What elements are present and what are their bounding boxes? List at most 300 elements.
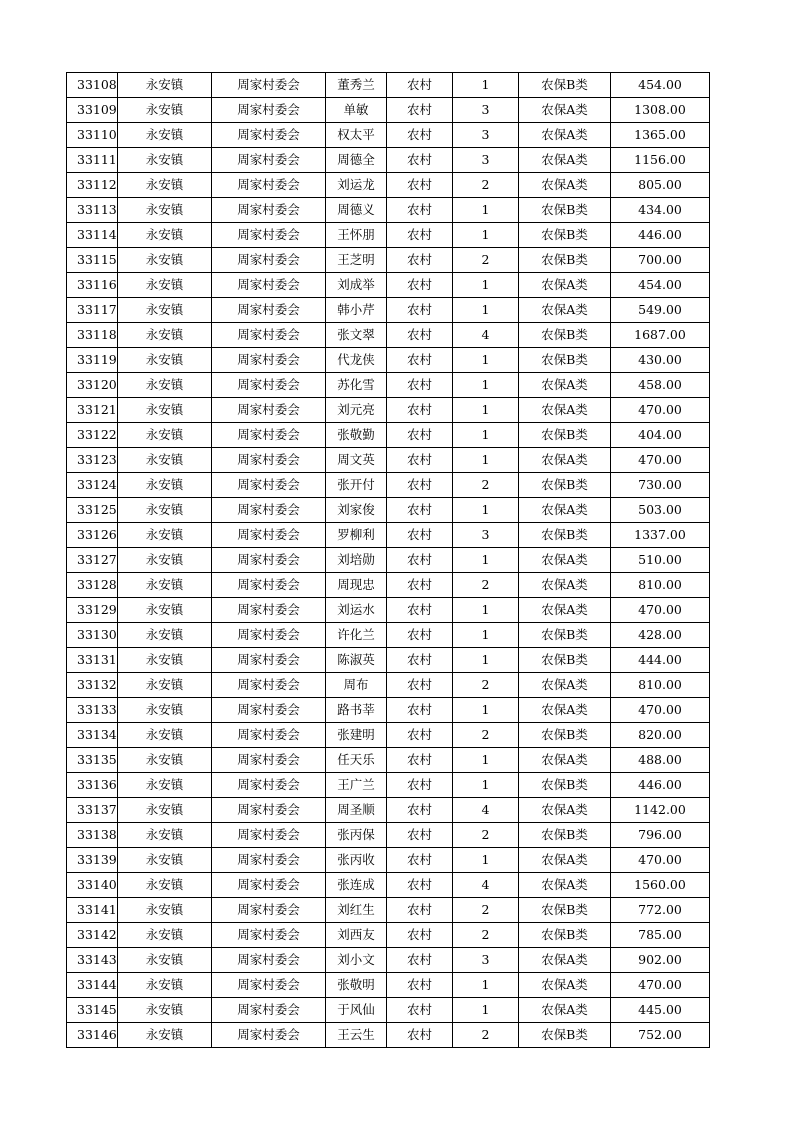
table-row	[67, 348, 710, 373]
household-count-cell: 4	[453, 873, 519, 898]
village-committee-cell: 周家村委会	[212, 123, 326, 148]
name-cell: 张丙收	[326, 848, 387, 873]
village-committee-cell: 周家村委会	[212, 748, 326, 773]
household-count-cell: 3	[453, 948, 519, 973]
name-cell: 韩小芹	[326, 298, 387, 323]
area-type-cell: 农村	[387, 923, 453, 948]
record-id-cell: 33115	[67, 248, 118, 273]
insurance-category-cell: 农保A类	[519, 573, 611, 598]
household-count-cell: 2	[453, 898, 519, 923]
name-cell: 王广兰	[326, 773, 387, 798]
town-cell: 永安镇	[118, 398, 212, 423]
household-count-cell: 1	[453, 298, 519, 323]
record-id-cell: 33112	[67, 173, 118, 198]
area-type-cell: 农村	[387, 523, 453, 548]
area-type-cell: 农村	[387, 623, 453, 648]
amount-cell: 1560.00	[611, 873, 710, 898]
amount-cell: 454.00	[611, 73, 710, 98]
insurance-category-cell: 农保B类	[519, 1023, 611, 1048]
name-cell: 张丙保	[326, 823, 387, 848]
town-cell: 永安镇	[118, 123, 212, 148]
table-row	[67, 798, 710, 823]
town-cell: 永安镇	[118, 823, 212, 848]
area-type-cell: 农村	[387, 548, 453, 573]
name-cell: 代龙侠	[326, 348, 387, 373]
area-type-cell: 农村	[387, 498, 453, 523]
amount-cell: 470.00	[611, 448, 710, 473]
town-cell: 永安镇	[118, 498, 212, 523]
household-count-cell: 1	[453, 198, 519, 223]
table-row	[67, 898, 710, 923]
household-count-cell: 1	[453, 373, 519, 398]
amount-cell: 820.00	[611, 723, 710, 748]
household-count-cell: 1	[453, 398, 519, 423]
area-type-cell: 农村	[387, 823, 453, 848]
name-cell: 刘培勋	[326, 548, 387, 573]
village-committee-cell: 周家村委会	[212, 648, 326, 673]
insurance-category-cell: 农保A类	[519, 698, 611, 723]
town-cell: 永安镇	[118, 948, 212, 973]
town-cell: 永安镇	[118, 98, 212, 123]
village-committee-cell: 周家村委会	[212, 548, 326, 573]
table-row	[67, 498, 710, 523]
household-count-cell: 1	[453, 448, 519, 473]
insurance-category-cell: 农保A类	[519, 398, 611, 423]
insurance-category-cell: 农保B类	[519, 773, 611, 798]
village-committee-cell: 周家村委会	[212, 973, 326, 998]
village-committee-cell: 周家村委会	[212, 773, 326, 798]
household-count-cell: 1	[453, 623, 519, 648]
area-type-cell: 农村	[387, 248, 453, 273]
town-cell: 永安镇	[118, 623, 212, 648]
village-committee-cell: 周家村委会	[212, 73, 326, 98]
table-row	[67, 73, 710, 98]
name-cell: 周德义	[326, 198, 387, 223]
village-committee-cell: 周家村委会	[212, 1023, 326, 1048]
household-count-cell: 2	[453, 823, 519, 848]
record-id-cell: 33134	[67, 723, 118, 748]
household-count-cell: 2	[453, 573, 519, 598]
table-row	[67, 548, 710, 573]
amount-cell: 510.00	[611, 548, 710, 573]
town-cell: 永安镇	[118, 648, 212, 673]
record-id-cell: 33119	[67, 348, 118, 373]
town-cell: 永安镇	[118, 348, 212, 373]
amount-cell: 454.00	[611, 273, 710, 298]
record-id-cell: 33108	[67, 73, 118, 98]
name-cell: 单敏	[326, 98, 387, 123]
table-row	[67, 773, 710, 798]
insurance-category-cell: 农保A类	[519, 598, 611, 623]
record-id-cell: 33130	[67, 623, 118, 648]
name-cell: 路书莘	[326, 698, 387, 723]
insurance-category-cell: 农保B类	[519, 248, 611, 273]
village-committee-cell: 周家村委会	[212, 998, 326, 1023]
village-committee-cell: 周家村委会	[212, 248, 326, 273]
record-id-cell: 33140	[67, 873, 118, 898]
town-cell: 永安镇	[118, 998, 212, 1023]
name-cell: 张敬勤	[326, 423, 387, 448]
household-count-cell: 2	[453, 923, 519, 948]
insurance-category-cell: 农保A类	[519, 123, 611, 148]
name-cell: 王芝明	[326, 248, 387, 273]
name-cell: 刘红生	[326, 898, 387, 923]
record-id-cell: 33141	[67, 898, 118, 923]
record-id-cell: 33126	[67, 523, 118, 548]
area-type-cell: 农村	[387, 98, 453, 123]
amount-cell: 470.00	[611, 973, 710, 998]
name-cell: 许化兰	[326, 623, 387, 648]
village-committee-cell: 周家村委会	[212, 898, 326, 923]
insurance-category-cell: 农保B类	[519, 898, 611, 923]
town-cell: 永安镇	[118, 898, 212, 923]
household-count-cell: 1	[453, 998, 519, 1023]
town-cell: 永安镇	[118, 698, 212, 723]
town-cell: 永安镇	[118, 798, 212, 823]
name-cell: 刘西友	[326, 923, 387, 948]
amount-cell: 428.00	[611, 623, 710, 648]
name-cell: 周文英	[326, 448, 387, 473]
village-committee-cell: 周家村委会	[212, 823, 326, 848]
village-committee-cell: 周家村委会	[212, 298, 326, 323]
town-cell: 永安镇	[118, 923, 212, 948]
household-count-cell: 1	[453, 548, 519, 573]
record-id-cell: 33142	[67, 923, 118, 948]
area-type-cell: 农村	[387, 573, 453, 598]
table-row	[67, 173, 710, 198]
insurance-category-cell: 农保A类	[519, 998, 611, 1023]
amount-cell: 1142.00	[611, 798, 710, 823]
name-cell: 刘家俊	[326, 498, 387, 523]
record-id-cell: 33131	[67, 648, 118, 673]
record-id-cell: 33117	[67, 298, 118, 323]
record-id-cell: 33129	[67, 598, 118, 623]
record-id-cell: 33145	[67, 998, 118, 1023]
town-cell: 永安镇	[118, 148, 212, 173]
village-committee-cell: 周家村委会	[212, 98, 326, 123]
table-row	[67, 998, 710, 1023]
insurance-category-cell: 农保B类	[519, 198, 611, 223]
area-type-cell: 农村	[387, 323, 453, 348]
record-id-cell: 33116	[67, 273, 118, 298]
table-row	[67, 298, 710, 323]
amount-cell: 796.00	[611, 823, 710, 848]
town-cell: 永安镇	[118, 573, 212, 598]
name-cell: 张建明	[326, 723, 387, 748]
household-count-cell: 4	[453, 798, 519, 823]
town-cell: 永安镇	[118, 373, 212, 398]
amount-cell: 444.00	[611, 648, 710, 673]
insurance-category-cell: 农保A类	[519, 373, 611, 398]
insurance-category-cell: 农保A类	[519, 448, 611, 473]
table-row	[67, 148, 710, 173]
area-type-cell: 农村	[387, 673, 453, 698]
amount-cell: 772.00	[611, 898, 710, 923]
household-count-cell: 1	[453, 973, 519, 998]
record-id-cell: 33109	[67, 98, 118, 123]
amount-cell: 446.00	[611, 223, 710, 248]
area-type-cell: 农村	[387, 873, 453, 898]
record-id-cell: 33127	[67, 548, 118, 573]
area-type-cell: 农村	[387, 398, 453, 423]
table-row	[67, 448, 710, 473]
town-cell: 永安镇	[118, 523, 212, 548]
area-type-cell: 农村	[387, 348, 453, 373]
insurance-category-cell: 农保B类	[519, 348, 611, 373]
table-row	[67, 623, 710, 648]
household-count-cell: 1	[453, 73, 519, 98]
amount-cell: 488.00	[611, 748, 710, 773]
amount-cell: 1337.00	[611, 523, 710, 548]
amount-cell: 810.00	[611, 573, 710, 598]
insurance-category-cell: 农保B类	[519, 623, 611, 648]
name-cell: 罗柳利	[326, 523, 387, 548]
household-count-cell: 1	[453, 773, 519, 798]
area-type-cell: 农村	[387, 973, 453, 998]
village-committee-cell: 周家村委会	[212, 173, 326, 198]
amount-cell: 700.00	[611, 248, 710, 273]
insurance-category-cell: 农保B类	[519, 648, 611, 673]
area-type-cell: 农村	[387, 423, 453, 448]
table-row	[67, 473, 710, 498]
name-cell: 权太平	[326, 123, 387, 148]
record-id-cell: 33121	[67, 398, 118, 423]
town-cell: 永安镇	[118, 198, 212, 223]
amount-cell: 446.00	[611, 773, 710, 798]
village-committee-cell: 周家村委会	[212, 573, 326, 598]
area-type-cell: 农村	[387, 723, 453, 748]
table-row	[67, 923, 710, 948]
table-row	[67, 423, 710, 448]
village-committee-cell: 周家村委会	[212, 523, 326, 548]
insurance-category-cell: 农保A类	[519, 498, 611, 523]
insurance-category-cell: 农保A类	[519, 173, 611, 198]
household-count-cell: 2	[453, 1023, 519, 1048]
household-count-cell: 1	[453, 223, 519, 248]
area-type-cell: 农村	[387, 773, 453, 798]
household-count-cell: 1	[453, 698, 519, 723]
village-committee-cell: 周家村委会	[212, 673, 326, 698]
amount-cell: 1687.00	[611, 323, 710, 348]
town-cell: 永安镇	[118, 548, 212, 573]
village-committee-cell: 周家村委会	[212, 848, 326, 873]
town-cell: 永安镇	[118, 248, 212, 273]
record-id-cell: 33139	[67, 848, 118, 873]
record-id-cell: 33136	[67, 773, 118, 798]
table-row	[67, 398, 710, 423]
town-cell: 永安镇	[118, 598, 212, 623]
town-cell: 永安镇	[118, 323, 212, 348]
name-cell: 王怀朋	[326, 223, 387, 248]
town-cell: 永安镇	[118, 473, 212, 498]
insurance-category-cell: 农保A类	[519, 298, 611, 323]
area-type-cell: 农村	[387, 848, 453, 873]
amount-cell: 445.00	[611, 998, 710, 1023]
table-row	[67, 223, 710, 248]
insurance-category-cell: 农保A类	[519, 748, 611, 773]
insurance-category-cell: 农保B类	[519, 423, 611, 448]
area-type-cell: 农村	[387, 648, 453, 673]
town-cell: 永安镇	[118, 748, 212, 773]
insurance-category-cell: 农保A类	[519, 873, 611, 898]
record-id-cell: 33144	[67, 973, 118, 998]
table-row	[67, 123, 710, 148]
village-committee-cell: 周家村委会	[212, 373, 326, 398]
record-id-cell: 33113	[67, 198, 118, 223]
amount-cell: 810.00	[611, 673, 710, 698]
table-row	[67, 673, 710, 698]
area-type-cell: 农村	[387, 273, 453, 298]
amount-cell: 902.00	[611, 948, 710, 973]
table-row	[67, 248, 710, 273]
record-id-cell: 33135	[67, 748, 118, 773]
village-committee-cell: 周家村委会	[212, 423, 326, 448]
area-type-cell: 农村	[387, 173, 453, 198]
name-cell: 周现忠	[326, 573, 387, 598]
household-count-cell: 1	[453, 598, 519, 623]
table-row	[67, 748, 710, 773]
amount-cell: 430.00	[611, 348, 710, 373]
amount-cell: 503.00	[611, 498, 710, 523]
insurance-category-cell: 农保B类	[519, 823, 611, 848]
table-row	[67, 973, 710, 998]
amount-cell: 470.00	[611, 698, 710, 723]
area-type-cell: 农村	[387, 148, 453, 173]
village-committee-cell: 周家村委会	[212, 273, 326, 298]
insurance-category-cell: 农保A类	[519, 798, 611, 823]
household-count-cell: 1	[453, 348, 519, 373]
amount-cell: 458.00	[611, 373, 710, 398]
insurance-category-cell: 农保B类	[519, 923, 611, 948]
record-id-cell: 33128	[67, 573, 118, 598]
name-cell: 陈淑英	[326, 648, 387, 673]
household-count-cell: 1	[453, 748, 519, 773]
table-body	[67, 73, 710, 1048]
area-type-cell: 农村	[387, 198, 453, 223]
town-cell: 永安镇	[118, 298, 212, 323]
table-row	[67, 198, 710, 223]
amount-cell: 549.00	[611, 298, 710, 323]
household-count-cell: 3	[453, 523, 519, 548]
table-row	[67, 848, 710, 873]
household-count-cell: 4	[453, 323, 519, 348]
insurance-category-cell: 农保B类	[519, 523, 611, 548]
village-committee-cell: 周家村委会	[212, 873, 326, 898]
record-id-cell: 33120	[67, 373, 118, 398]
name-cell: 周圣顺	[326, 798, 387, 823]
household-count-cell: 1	[453, 498, 519, 523]
town-cell: 永安镇	[118, 773, 212, 798]
name-cell: 苏化雪	[326, 373, 387, 398]
record-id-cell: 33123	[67, 448, 118, 473]
village-committee-cell: 周家村委会	[212, 348, 326, 373]
amount-cell: 470.00	[611, 848, 710, 873]
town-cell: 永安镇	[118, 423, 212, 448]
area-type-cell: 农村	[387, 123, 453, 148]
table-row	[67, 273, 710, 298]
household-count-cell: 2	[453, 673, 519, 698]
household-count-cell: 3	[453, 148, 519, 173]
table-row	[67, 873, 710, 898]
village-committee-cell: 周家村委会	[212, 148, 326, 173]
table-row	[67, 98, 710, 123]
area-type-cell: 农村	[387, 948, 453, 973]
village-committee-cell: 周家村委会	[212, 473, 326, 498]
household-count-cell: 2	[453, 173, 519, 198]
area-type-cell: 农村	[387, 223, 453, 248]
record-id-cell: 33132	[67, 673, 118, 698]
household-count-cell: 2	[453, 248, 519, 273]
amount-cell: 470.00	[611, 598, 710, 623]
insurance-category-cell: 农保A类	[519, 848, 611, 873]
town-cell: 永安镇	[118, 73, 212, 98]
table-row	[67, 648, 710, 673]
town-cell: 永安镇	[118, 673, 212, 698]
name-cell: 刘运水	[326, 598, 387, 623]
table-row	[67, 698, 710, 723]
household-count-cell: 3	[453, 123, 519, 148]
table-row	[67, 598, 710, 623]
record-id-cell: 33146	[67, 1023, 118, 1048]
amount-cell: 1365.00	[611, 123, 710, 148]
household-count-cell: 1	[453, 273, 519, 298]
village-committee-cell: 周家村委会	[212, 198, 326, 223]
name-cell: 张敬明	[326, 973, 387, 998]
village-committee-cell: 周家村委会	[212, 498, 326, 523]
amount-cell: 1156.00	[611, 148, 710, 173]
insurance-category-cell: 农保B类	[519, 473, 611, 498]
data-table	[66, 72, 710, 1048]
name-cell: 刘成举	[326, 273, 387, 298]
town-cell: 永安镇	[118, 723, 212, 748]
name-cell: 刘小文	[326, 948, 387, 973]
table-row	[67, 373, 710, 398]
table-row	[67, 573, 710, 598]
town-cell: 永安镇	[118, 873, 212, 898]
village-committee-cell: 周家村委会	[212, 223, 326, 248]
name-cell: 周德全	[326, 148, 387, 173]
village-committee-cell: 周家村委会	[212, 398, 326, 423]
record-id-cell: 33143	[67, 948, 118, 973]
amount-cell: 404.00	[611, 423, 710, 448]
household-count-cell: 2	[453, 473, 519, 498]
record-id-cell: 33110	[67, 123, 118, 148]
name-cell: 王云生	[326, 1023, 387, 1048]
amount-cell: 470.00	[611, 398, 710, 423]
town-cell: 永安镇	[118, 448, 212, 473]
village-committee-cell: 周家村委会	[212, 948, 326, 973]
insurance-category-cell: 农保A类	[519, 148, 611, 173]
village-committee-cell: 周家村委会	[212, 923, 326, 948]
village-committee-cell: 周家村委会	[212, 698, 326, 723]
area-type-cell: 农村	[387, 1023, 453, 1048]
record-id-cell: 33111	[67, 148, 118, 173]
area-type-cell: 农村	[387, 798, 453, 823]
table-row	[67, 1023, 710, 1048]
insurance-category-cell: 农保A类	[519, 98, 611, 123]
name-cell: 董秀兰	[326, 73, 387, 98]
table-row	[67, 523, 710, 548]
record-id-cell: 33137	[67, 798, 118, 823]
table-row	[67, 323, 710, 348]
area-type-cell: 农村	[387, 748, 453, 773]
amount-cell: 752.00	[611, 1023, 710, 1048]
insurance-category-cell: 农保A类	[519, 673, 611, 698]
name-cell: 任天乐	[326, 748, 387, 773]
name-cell: 于风仙	[326, 998, 387, 1023]
household-count-cell: 1	[453, 423, 519, 448]
insurance-category-cell: 农保B类	[519, 73, 611, 98]
